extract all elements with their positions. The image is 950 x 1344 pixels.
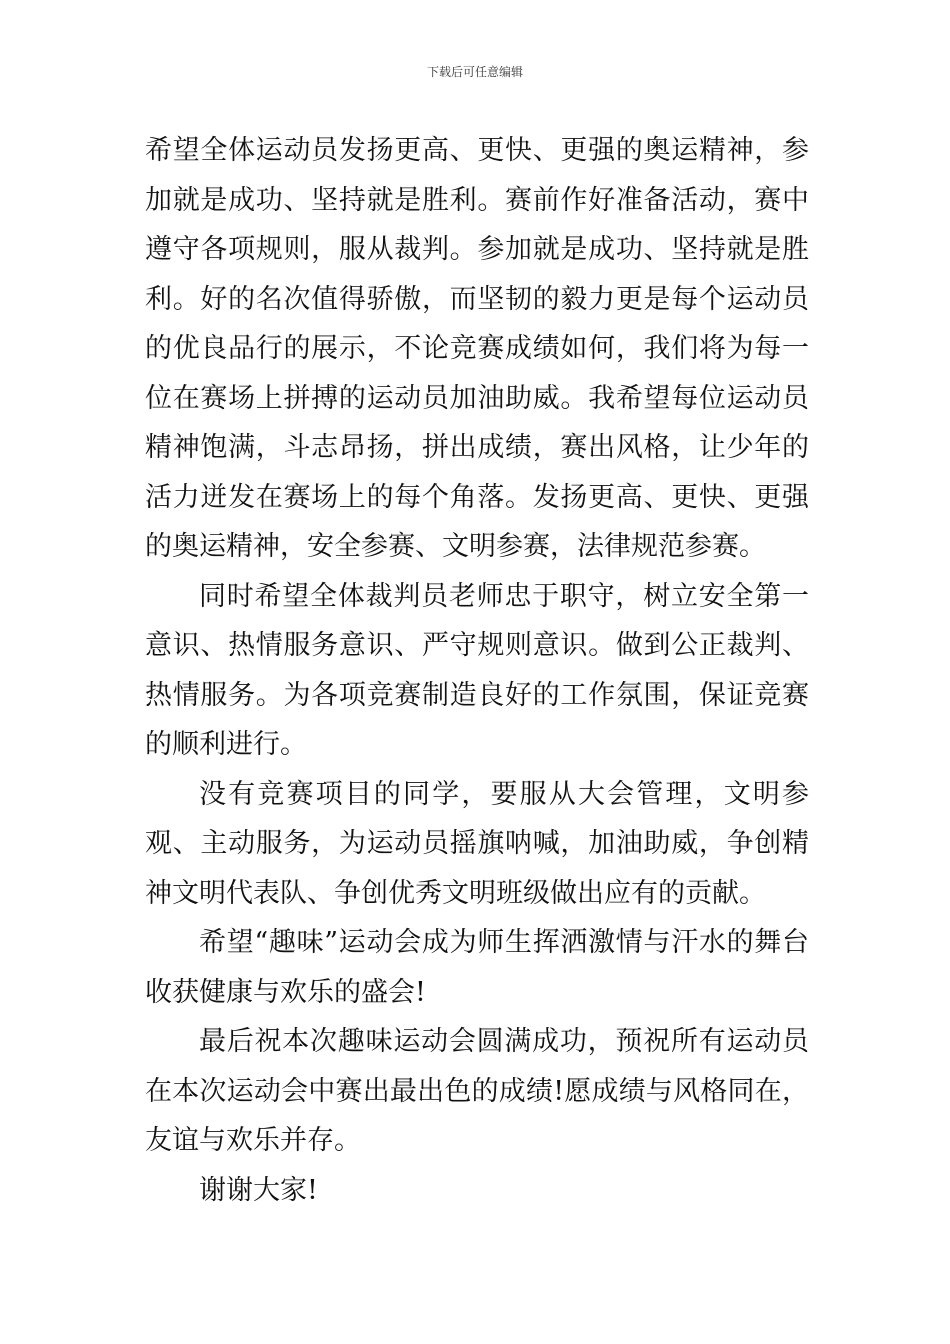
paragraph-referees: 同时希望全体裁判员老师忠于职守，树立安全第一意识、热情服务意识、严守规则意识。做到公正裁判、热情服务。为各项竞赛制造良好的工作氛围，保证竞赛的顺利进行。 [145,580,809,760]
paragraph-closing-wish: 最后祝本次趣味运动会圆满成功，预祝所有运动员在本次运动会中赛出最出色的成绩!愿成绩与风格同在，友谊与欢乐并存。 [145,1026,809,1156]
paragraph-athletes: 希望全体运动员发扬更高、更快、更强的奥运精神，参加就是成功、坚持就是胜利。赛前作好准备活动，赛中遵守各项规则，服从裁判。参加就是成功、坚持就是胜利。好的名次值得骄傲，而坚韧的毅力更是每个运动员的优良品行的展示，不论竞赛成绩如何，我们将为每一位在赛场上拼搏的运动员加油助威。我希望每位运动员精神饱满，斗志昂扬，拼出成绩，赛出风格，让少年的活力迸发在赛场上的每个角落。发扬更高、更快、更强的奥运精神，安全参赛、文明参赛，法律规范参赛。 [145,135,809,562]
paragraph-wish: 希望“趣味”运动会成为师生挥洒激情与汗水的舞台收获健康与欢乐的盛会! [145,927,809,1008]
paragraph-thanks: 谢谢大家! [199,1174,318,1206]
document-body [145,126,809,1215]
paragraph-spectators: 没有竞赛项目的同学，要服从大会管理，文明参观、主动服务，为运动员摇旗呐喊，加油助威，争创精神文明代表队、争创优秀文明班级做出应有的贡献。 [145,778,809,909]
page-header: 下载后可任意编辑 [426,65,523,79]
